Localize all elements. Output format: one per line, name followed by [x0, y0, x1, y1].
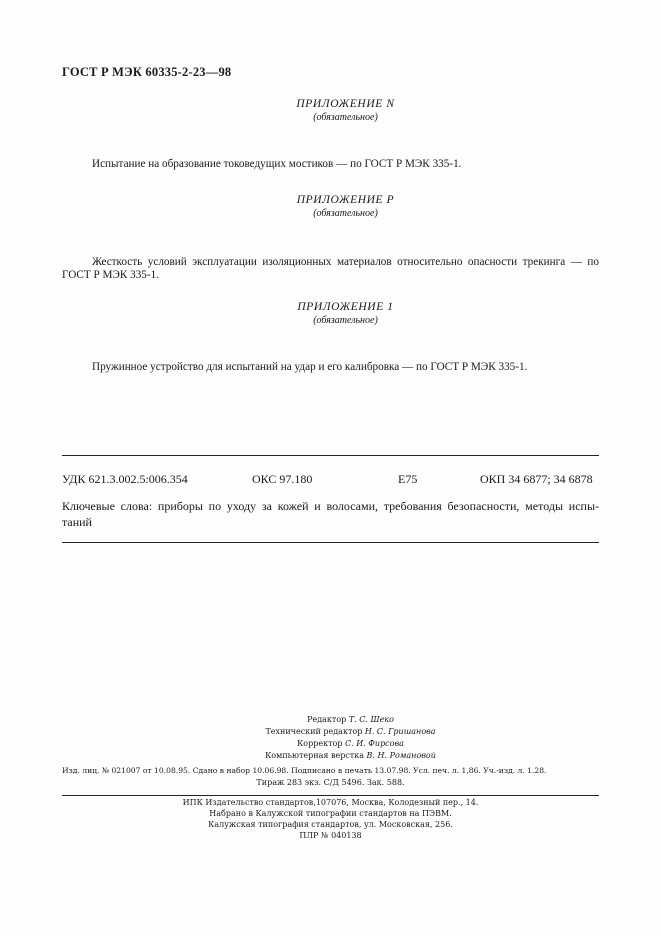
document-code: ГОСТ Р МЭК 60335-2-23—98: [62, 65, 232, 79]
imprint-role: Корректор: [297, 739, 343, 748]
footer-typeset: Набрано в Калужской типографии стандартов на ПЭВМ.: [209, 809, 452, 818]
okp-code: ОКП 34 6877; 34 6878: [480, 472, 593, 486]
imprint-corrector: [0, 739, 661, 748]
keywords: [62, 498, 599, 530]
appendix-p-title: ПРИЛОЖЕНИЕ Р: [296, 194, 395, 206]
imprint-tech-editor: [0, 727, 661, 736]
appendix-p-text: [62, 256, 599, 282]
appendix-p-text-line1: Жесткость условий эксплуатации изоляционных материалов относительно опасности трекинга — по: [92, 256, 599, 268]
imprint-role: Компьютерная верстка: [265, 751, 364, 760]
footer-publisher: ИПК Издательство стандартов,107076, Москва, Колодезный пер., 14.: [182, 798, 479, 807]
keywords-line1: Ключевые слова: приборы по уходу за кожей и волосами, требования безопасности, методы испы-: [62, 499, 599, 513]
appendix-p-status: (обязательное): [313, 208, 378, 219]
top-divider: [62, 455, 599, 456]
appendix-1-text-line: Пружинное устройство для испытаний на удар и его калибровка — по ГОСТ Р МЭК 335-1.: [92, 361, 528, 373]
footer-printer: Калужская типография стандартов, ул. Московская, 256.: [208, 820, 453, 829]
footer-divider: [62, 795, 599, 796]
imprint-role: Технический редактор: [265, 727, 363, 736]
publication-data-2: Тираж 283 экз. С/Д 5496. Зак. 588.: [256, 778, 405, 787]
appendix-n-status: (обязательное): [313, 112, 378, 123]
imprint-name: С. И. Фирсова: [345, 739, 404, 748]
imprint-role: Редактор: [307, 715, 347, 724]
udk-code: УДК 621.3.002.5:006.354: [62, 472, 188, 486]
publication-data: Изд. лиц. № 021007 от 10.08.95. Сдано в набор 10.06.98. Подписано в печать 13.07.98. Усл. печ. л. 1,86. Уч.-изд. л. 1.28.: [62, 766, 547, 775]
appendix-1-status: (обязательное): [313, 315, 378, 326]
appendix-1-text: [62, 361, 599, 374]
imprint-name: Т. С. Шеко: [348, 715, 394, 724]
imprint-layout: [0, 751, 661, 760]
appendix-1-title: ПРИЛОЖЕНИЕ 1: [297, 301, 394, 313]
appendix-n-text: [62, 158, 599, 171]
imprint-name: Н. С. Гришанова: [364, 727, 436, 736]
footer-license: ПЛР № 040138: [299, 831, 362, 840]
imprint-editor: [0, 715, 661, 724]
e-code: Е75: [398, 472, 418, 486]
appendix-p-text-line2: ГОСТ Р МЭК 335-1.: [62, 269, 160, 281]
imprint-name: В. Н. Романовой: [366, 751, 436, 760]
appendix-n-title: ПРИЛОЖЕНИЕ N: [296, 98, 395, 110]
bottom-divider: [62, 542, 599, 543]
oks-code: ОКС 97.180: [252, 472, 313, 486]
appendix-n-text-line: Испытание на образование токоведущих мостиков — по ГОСТ Р МЭК 335-1.: [92, 158, 462, 170]
keywords-line2: таний: [62, 515, 92, 529]
